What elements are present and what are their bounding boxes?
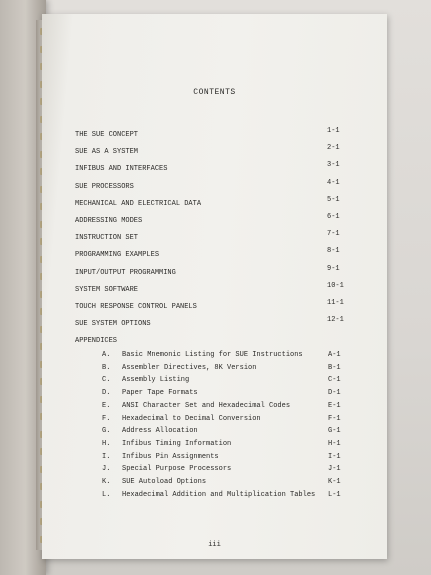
appendix-label: Infibus Pin Assignments (122, 452, 219, 461)
appendix-page: I-1 (328, 452, 341, 461)
appendix-label: Assembly Listing (122, 376, 190, 385)
appendix-page: A-1 (328, 351, 341, 359)
appendix-page: L-1 (328, 490, 341, 499)
appendix-page: B-1 (328, 363, 341, 372)
toc-entry-page: 7-1 (327, 230, 340, 239)
toc-entry-page: 3-1 (327, 161, 340, 170)
toc-entry-page: 9-1 (327, 264, 340, 273)
appendix-letter: L. (102, 490, 111, 499)
toc-entry-label: SUE SYSTEM OPTIONS (75, 320, 151, 329)
appendix-label: Special Purpose Processors (122, 465, 232, 474)
appendix-page: F-1 (328, 414, 341, 423)
appendix-page: D-1 (328, 389, 341, 398)
appendix-page: H-1 (328, 439, 341, 448)
appendix-label: ANSI Character Set and Hexadecimal Codes (122, 401, 291, 410)
appendix-letter: F. (102, 414, 111, 423)
contents-page: CONTENTS THE SUE CONCEPT 1-1 SUE AS A SYSTEM 2-1 INFIBUS AND INTERFACES 3-1 SUE PROCESSORS 4-1 MECHANICAL AND ELECTRICAL DATA 5-1 ADDRESSING MODES 6-1 INSTRUCTION SET 7-1 PROGRAMMING EXAMPLES 8-1 INPUT/OUTPUT PROGRAMMING 9-1 SYSTEM SOFTWARE 10-1 TOUCH RESPONSE CONTROL PANELS 11-1 SUE SYSTEM OPTIONS 12-1 APPENDICES A. Basic Mnemonic Listing for SUE Instructions A-1 B. Assembler Directives, 8K Version B-1 C. Assembly Listing C-1 D. Paper Tape Formats D-1 E. ANSI Character Set and Hexadecimal Codes E-1 F. Hexadecimal to Decimal Conversion F-1 G. Address Allocation G-1 H. Infibus Timing Information H-1 I. Infibus Pin Assignments I-1 J. Special Purpose Processors J-1 K. SUE Autoload Options K-1 L. Hexadecimal Addition and Multiplication Tables L-1 iii (42, 14, 387, 559)
toc-entry-label: TOUCH RESPONSE CONTROL PANELS (75, 303, 197, 311)
toc-entry-label: MECHANICAL AND ELECTRICAL DATA (75, 199, 202, 208)
appendix-letter: A. (102, 351, 111, 359)
toc-entry-page: 11-1 (327, 299, 344, 307)
toc-entry-label: INSTRUCTION SET (75, 234, 139, 243)
toc-entry-page: 8-1 (327, 247, 340, 256)
appendix-letter: I. (102, 452, 111, 461)
toc-entry-label: SUE PROCESSORS (75, 182, 134, 191)
appendix-label: Paper Tape Formats (122, 389, 198, 398)
appendix-page: J-1 (328, 465, 341, 474)
appendix-letter: G. (102, 427, 111, 436)
toc-entry-label: SUE AS A SYSTEM (75, 148, 139, 157)
appendix-label: Infibus Timing Information (122, 439, 232, 448)
toc-entry-page: 1-1 (327, 127, 340, 135)
toc-entry-label: ADDRESSING MODES (75, 217, 143, 225)
appendix-label: Basic Mnemonic Listing for SUE Instructions (122, 351, 303, 359)
appendix-letter: H. (102, 439, 111, 448)
appendix-label: Address Allocation (122, 427, 198, 436)
toc-entry-label: THE SUE CONCEPT (75, 131, 139, 139)
appendix-page: C-1 (328, 376, 341, 385)
appendix-letter: E. (102, 401, 111, 410)
appendix-letter: B. (102, 363, 111, 372)
appendix-letter: D. (102, 389, 111, 398)
appendix-page: E-1 (328, 401, 341, 410)
appendix-letter: J. (102, 465, 111, 474)
toc-entry-page: 2-1 (327, 144, 340, 153)
appendix-label: Hexadecimal Addition and Multiplication Tables (122, 490, 316, 499)
toc-entry-page: 6-1 (327, 213, 340, 221)
toc-entry-page: 4-1 (327, 178, 340, 187)
page-number: iii (208, 541, 221, 549)
toc-entry-label: PROGRAMMING EXAMPLES (75, 251, 160, 260)
appendix-page: G-1 (328, 427, 341, 436)
toc-entry-page: 12-1 (327, 316, 344, 325)
toc-entry-page: 5-1 (327, 195, 340, 204)
appendix-label: Assembler Directives, 8K Version (122, 363, 257, 372)
page-title: CONTENTS (193, 88, 236, 97)
toc-entry-label: INPUT/OUTPUT PROGRAMMING (75, 268, 176, 277)
appendix-label: SUE Autoload Options (122, 478, 207, 486)
appendix-letter: C. (102, 376, 111, 385)
toc-entry-label: SYSTEM SOFTWARE (75, 285, 139, 294)
appendix-label: Hexadecimal to Decimal Conversion (122, 414, 261, 423)
toc-entry-label: INFIBUS AND INTERFACES (75, 165, 168, 174)
appendix-page: K-1 (328, 478, 341, 486)
toc-entry-page: 10-1 (327, 281, 344, 290)
appendix-letter: K. (102, 478, 111, 486)
